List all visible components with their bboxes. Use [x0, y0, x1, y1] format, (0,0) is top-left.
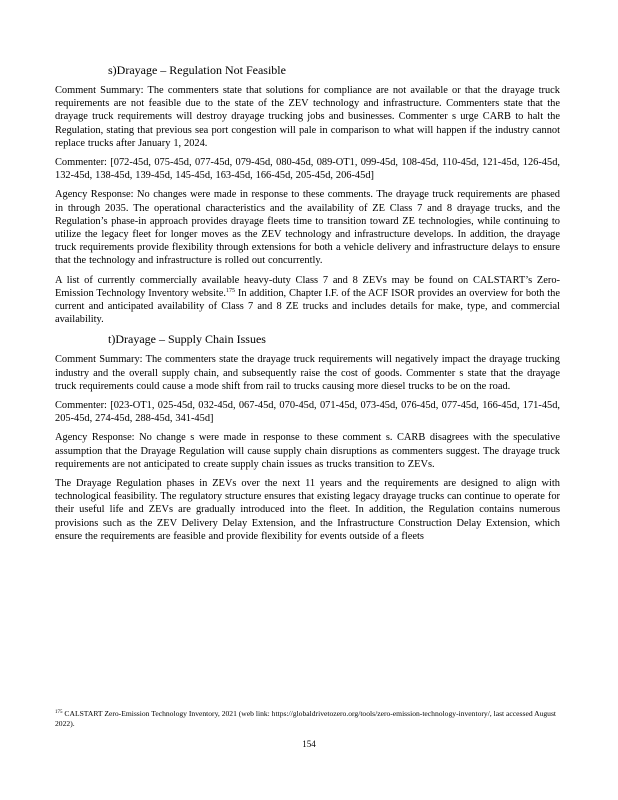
page-number: 154 — [302, 739, 316, 749]
agency-response-paragraph: Agency Response: No changes were made in response to these comments. The drayage truck requirements are phased in through 2035. The operational characteristics and the availability of ZE Class 7 and 8 drayage trucks, and the Regulation’s phase-in approach provides drayage fleets time to transition toward ZE technologies, while continuing to utilize the legacy fleet for longer moves as the ZEV technology and infrastructure develops. In addition, the drayage truck requirements provide flexibility through extensions for both a vehicle delivery and infrastructure delays to ensure that the technology and infrastructure is rolled out concurrently. — [55, 189, 560, 267]
section-heading-s: s)Drayage – Regulation Not Feasible — [108, 63, 286, 77]
zev-availability-paragraph — [55, 274, 560, 327]
footnote — [55, 709, 560, 729]
phase-in-paragraph: The Drayage Regulation phases in ZEVs over the next 11 years and the requirements are designed to align with technological feasibility. The regulatory structure ensures that existing legacy drayage trucks can continue to operate for their useful life and ZEVs are gradually introduced into the fleet. In addition, the Regulation contains numerous provisions such as the ZEV Delivery Delay Extension, and the Infrastructure Construction Delay Extension, which ensure the requirements are feasible and provide flexibility for events outside of a fleets — [55, 478, 560, 542]
agency-response-paragraph: Agency Response: No change s were made in response to these comment s. CARB disagrees with the speculative assumption that the Drayage Regulation will cause supply chain disruptions as commenters suggest. The drayage truck requirements are not anticipated to create supply chain issues as trucks transition to ZEVs. — [55, 432, 560, 470]
comment-summary-paragraph: Comment Summary: The commenters state that solutions for compliance are not available or that the drayage truck requirements are not feasible due to the state of the ZEV technology and infrastructure. Commenters state that the drayage truck requirements will destroy drayage trucking jobs and businesses. Commenter s urge CARB to halt the Regulation, stating that previous sea port congestion will pale in comparison to what will happen if the industry cannot replace trucks after January 1, 2024. — [55, 85, 560, 149]
paragraph-text-after: In addition, Chapter I.F. of the ACF ISOR provides an overview for both the current and anticipated availability of Class 7 and 8 ZE trucks and includes details for make, type, and commercial availability. — [55, 287, 560, 326]
footnote-number: 175 — [55, 710, 63, 715]
footnote-text: CALSTART Zero-Emission Technology Inventory, 2021 (web link: https://globaldrivetozero.org/tools/zero-emission-technology-inventory/, last accessed August 2022). — [55, 709, 557, 728]
paragraph-text-before: A list of currently commercially available heavy-duty Class 7 and 8 ZEVs may be found on CALSTART’s Zero-Emission Technology Inventory website. — [55, 274, 560, 299]
section-heading-t: t)Drayage – Supply Chain Issues — [108, 332, 266, 347]
commenter-list-paragraph: Commenter: [023-OT1, 025-45d, 032-45d, 067-45d, 070-45d, 071-45d, 073-45d, 076-45d, 077-45d, 166-45d, 171-45d, 205-45d, 274-45d, 288-45d, 341-45d] — [55, 400, 560, 425]
commenter-list-paragraph: Commenter: [072-45d, 075-45d, 077-45d, 079-45d, 080-45d, 089-OT1, 099-45d, 108-45d, 110-45d, 121-45d, 126-45d, 132-45d, 138-45d, 139-45d, 145-45d, 163-45d, 166-45d, 205-45d, 206-45d] — [55, 157, 560, 182]
footnote-reference: 175 — [225, 287, 235, 294]
comment-summary-paragraph: Comment Summary: The commenters state the drayage truck requirements will negatively impact the drayage trucking industry and the overall supply chain, and subsequently raise the cost of goods. Commenter s state that the drayage truck requirements could cause a mode shift from rail to trucks causing more diesel trucks to be on the road. — [55, 354, 560, 392]
page-content — [55, 63, 560, 549]
